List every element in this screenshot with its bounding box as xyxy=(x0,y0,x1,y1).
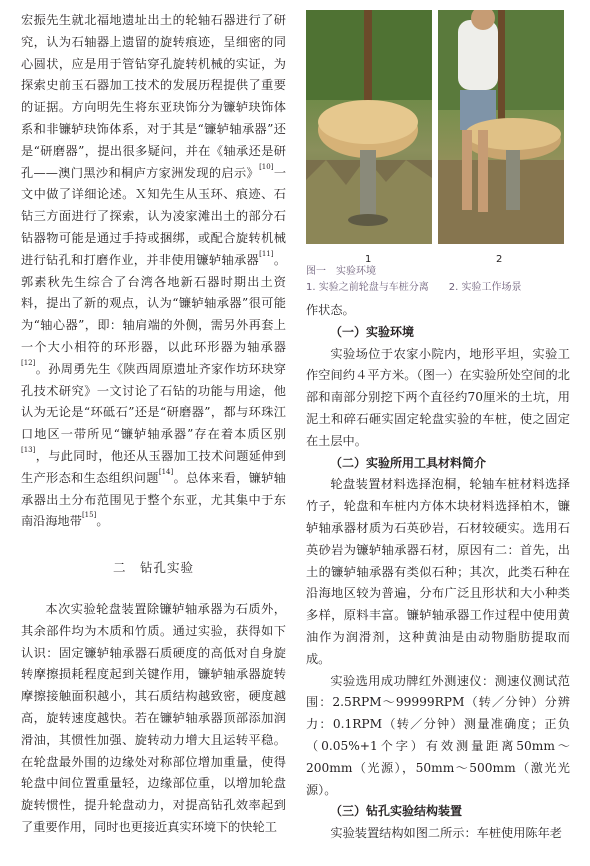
paragraph-environment: 实验场位于农家小院内，地形平坦，实验工作空间约４平方米。（图一）在实验所处空间的北部和南部分别挖下两个直径约70厘米的土坑，用泥土和碎石砸实固定轮盘实验的车桩，使之固定在土层中。 xyxy=(306,346,570,448)
paragraph-instrument: 实验选用成功牌红外测速仪：测速仪测试范围：2.5RPM～99999RPM（转／分钟）分辨力：0.1RPM（转／分钟）测量准确度；正负（0.05%+1个字）有效测量距离50mm～200mm（光源），50mm～500mm（激光光源）。 xyxy=(306,673,570,797)
paragraph-history: 宏振先生就北福地遗址出土的轮轴石器进行了研究，认为石轴器上遗留的旋转痕迹，呈细密的同心圆状，应是用于管钻穿孔旋转机械的实证，为探索史前玉石器加工技术的发展历程提供了重要的证据。方向明先生将东亚玦饰分为镰轳玦饰体系和非镰轳玦饰体系，对于其是“镰轳轴承器”还是“研磨器”，提出很多疑问，并在《轴承还是研孔——澳门黑沙和桐庐方家洲发现的启示》[10]一文中做了详细论述。Ｘ知先生从玉环、痕迹、石钻三方面进行了探索，认为凌家滩出土的部分石钻器物可能是通过手持或捆绑，或配合旋转机械进行钻孔和打磨作业，并非使用镰轳轴承器[11]。郭素秋先生综合了台湾各地新石器时期出土资料，提出了新的观点，认为“镰轳轴承器”很可能为“轴心器”，即：轴肩端的外侧，需另外再套上一个大小相符的环形器，以此环形器为轴承器[12]。孙周勇先生《陕西周原遗址齐家作坊环玦穿孔技术研究》一文讨论了石钻的功能与用途，他认为无论是“环砥石”还是“研磨器”，都与环珠江口地区一带所见“镰轳轴承器”存在着本质区别[13]，与此同时，他还从玉器加工技术问题延伸到生产形态和生态组织问题[14]。总体来看，镰轳轴承器出土分布范围见于整个东亚，尤其集中于东南沿海地带[15]。 xyxy=(21,13,287,529)
section-heading: 二 钻孔实验 xyxy=(112,560,194,576)
paragraph-experiment: 本次实验轮盘装置除镰轳轴承器为石质外，其余部件均为木质和竹质。通过实验，获得如下认识：固定镰轳轴承器石质硬度的高低对自身旋转摩擦损耗程度起到关键作用，镰轳轴承器旋转摩擦接触面积越小，其石质结构越致密，硬度越高，旋转速度越快。若在镰轳轴承器顶部添加润滑油，其惯性加强、旋转动力增大且运转平稳。在轮盘最外围的边缘处对称部位增加重量，使得轮盘中间位置重量轻，边缘部位重，以增加轮盘旋转惯性，提升轮盘动力，对提高钻孔效率起到了重要作用，同时也更接近真实环境下的快轮工 xyxy=(21,601,286,834)
paragraph-materials: 轮盘装置材料选择泡桐，轮轴车桩材料选择竹子，轮盘和车桩内方体木块材料选择柏木，镰轳轴承器材质为石英砂岩，石材较硬实。选用石英砂岩为镰轳轴承器石材，原因有二：首先，出土的镰轳轴承器有类似石种；其次，此类石种在沿海地区较为普遍，分布广泛且形状和大小种类多样，原料丰富。镰轳轴承器工作过程中使用黄油作为润滑剂，这种黄油是由动物脂肪提取而成。 xyxy=(306,477,570,666)
citation-15: [15] xyxy=(81,511,97,520)
figure-caption-items: 1. 实验之前轮盘与车桩分离 2. 实验工作场景 xyxy=(306,282,522,293)
right-column xyxy=(306,10,570,845)
citation-13: [13] xyxy=(21,445,36,454)
paragraph-continued: 作状态。 xyxy=(306,303,355,317)
figure-caption-title: 图一 实验环境 xyxy=(306,266,376,277)
subheading-materials: （二）实验所用工具材料简介 xyxy=(330,455,487,470)
citation-10: [10] xyxy=(259,162,274,171)
subheading-environment: （一）实验环境 xyxy=(330,324,415,339)
photo-number-1: 1 xyxy=(365,254,372,265)
citation-14: [14] xyxy=(158,467,174,476)
paragraph-structure: 实验装置结构如图二所示：车桩使用陈年老 xyxy=(330,826,562,841)
citation-12: [12] xyxy=(21,358,36,367)
citation-11: [11] xyxy=(259,249,274,258)
figure-photos xyxy=(306,10,570,264)
photo-number-2: 2 xyxy=(496,254,503,265)
left-column xyxy=(21,10,286,839)
subheading-structure: （三）钻孔实验结构装置 xyxy=(330,804,463,819)
photo-wheel-separated xyxy=(306,10,432,244)
photo-work-scene xyxy=(438,10,564,244)
